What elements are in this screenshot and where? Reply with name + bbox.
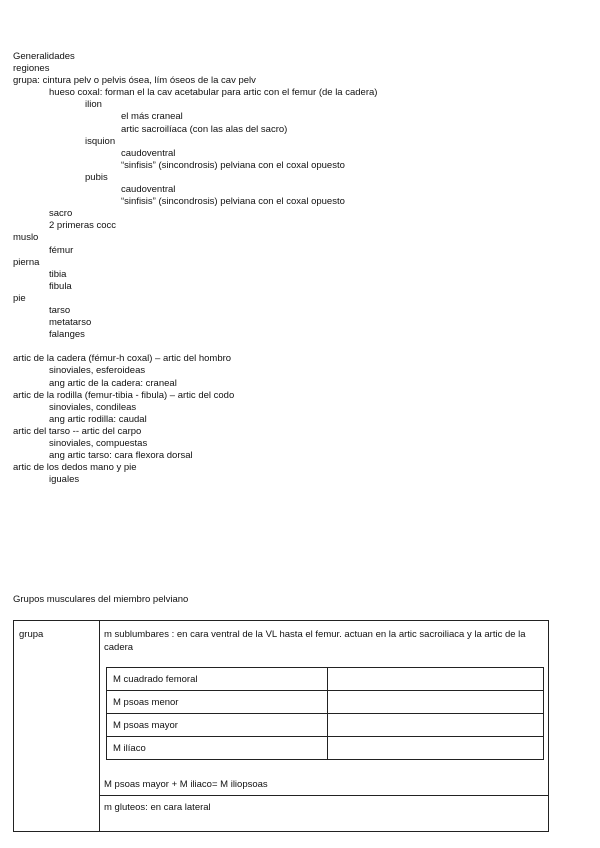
- outline-line: pubis: [85, 171, 108, 183]
- outline-line: metatarso: [49, 317, 92, 329]
- outline-line: ang artic de la cadera: craneal: [49, 377, 177, 389]
- outline-line: iguales: [49, 474, 80, 486]
- outline-line: el más craneal: [121, 111, 183, 123]
- outline-line: artic sacroilíaca (con las alas del sacro): [121, 123, 288, 135]
- outline-line: ilion: [85, 99, 102, 111]
- table-row: [107, 691, 544, 714]
- outline-line: ang artic tarso: cara flexora dorsal: [49, 450, 193, 462]
- muscle-list-table: [106, 667, 544, 760]
- outline-line: grupa: cintura pelv o pelvis ósea, lím óseos de la cav pelv: [13, 75, 256, 87]
- table-row: [107, 737, 544, 760]
- anatomy-outline: [0, 51, 600, 486]
- iliopsoas-summary: M psoas mayor + M iliaco= M iliopsoas: [104, 779, 268, 790]
- outline-line: caudoventral: [121, 184, 176, 196]
- table-row: [107, 668, 544, 691]
- outline-line: fibula: [49, 280, 72, 292]
- muscle-name-cell: M cuadrado femoral: [107, 668, 328, 691]
- outline-line: isquion: [85, 135, 116, 147]
- muscle-name-cell: M ilíaco: [107, 737, 328, 760]
- outline-line: sinoviales, esferoideas: [49, 365, 146, 377]
- muscle-note-cell: [328, 737, 544, 760]
- outline-line: caudoventral: [121, 147, 176, 159]
- muscle-note-cell: [328, 714, 544, 737]
- outline-line: Generalidades: [13, 51, 75, 62]
- sublumbares-description: m sublumbares : en cara ventral de la VL hasta el femur. actuan en la artic sacroiliaca y la artic de la cadera: [104, 629, 526, 653]
- outline-line: falanges: [49, 329, 85, 341]
- outline-line: “sinfisis” (sincondrosis) pelviana con el coxal opuesto: [121, 159, 345, 171]
- outline-line: ang artic rodilla: caudal: [49, 413, 147, 425]
- outline-line: pie: [13, 292, 26, 304]
- outline-line: sinoviales, condileas: [49, 401, 137, 413]
- outline-line: tarso: [49, 304, 71, 316]
- muscle-groups-table: [13, 620, 549, 832]
- outline-line: “sinfisis” (sincondrosis) pelviana con el coxal opuesto: [121, 196, 345, 208]
- section-heading: Grupos musculares del miembro pelviano: [13, 594, 189, 605]
- outline-line: muslo: [13, 232, 39, 244]
- row-divider: [100, 795, 548, 796]
- outline-line: hueso coxal: forman el la cav acetabular para artic con el femur (de la cadera): [49, 87, 378, 99]
- column-divider: [99, 621, 100, 831]
- muscle-note-cell: [328, 691, 544, 714]
- group-label-cell: grupa: [19, 629, 44, 640]
- muscle-name-cell: M psoas mayor: [107, 714, 328, 737]
- outline-line: 2 primeras cocc: [49, 220, 117, 232]
- outline-line: tibia: [49, 268, 67, 280]
- outline-line: sacro: [49, 208, 73, 220]
- gluteos-description: m gluteos: en cara lateral: [104, 802, 211, 813]
- outline-line: artic de la cadera (fémur-h coxal) – artic del hombro: [13, 353, 232, 365]
- outline-line: artic de la rodilla (femur-tibia - fibula) – artic del codo: [13, 389, 235, 401]
- outline-line: pierna: [13, 256, 40, 268]
- table-row: [107, 714, 544, 737]
- outline-line: sinoviales, compuestas: [49, 438, 148, 449]
- outline-line: artic del tarso -- artic del carpo: [13, 425, 142, 437]
- muscle-note-cell: [328, 668, 544, 691]
- muscle-name-cell: M psoas menor: [107, 691, 328, 714]
- outline-line: regiones: [13, 63, 50, 75]
- blank-line: [0, 341, 600, 353]
- outline-line: artic de los dedos mano y pie: [13, 462, 137, 474]
- outline-line: fémur: [49, 244, 74, 256]
